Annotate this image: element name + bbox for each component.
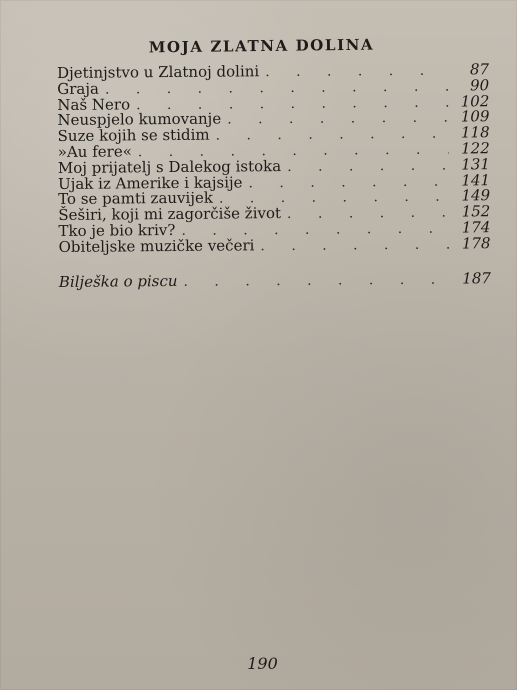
dot-leader <box>227 111 449 129</box>
dot-leader <box>260 237 450 254</box>
toc-entry-page: 102 <box>460 91 490 111</box>
toc-entry-page: 87 <box>469 60 490 79</box>
toc-entry-title: »Au fere« <box>57 142 132 161</box>
toc-entry <box>58 233 491 256</box>
toc-entry-page: 149 <box>461 186 491 205</box>
toc-entry-page: 109 <box>460 107 490 126</box>
toc-entry-title: Neuspjelo kumovanje <box>57 109 222 130</box>
appendix-title: Bilješka o piscu <box>58 271 178 291</box>
toc-entry-page: 174 <box>461 218 491 237</box>
table-of-contents <box>57 62 491 290</box>
toc-entry-page: 141 <box>461 170 491 190</box>
toc-entry-page: 152 <box>461 202 491 221</box>
page-number: 190 <box>247 654 278 673</box>
toc-entry-page: 131 <box>461 155 490 174</box>
toc-entry-title: To se pamti zauvijek <box>58 189 213 209</box>
toc-entry-title: Ujak iz Amerike i kajsije <box>57 172 243 193</box>
appendix-page: 187 <box>462 268 491 288</box>
toc-entry-page: 122 <box>461 139 490 158</box>
appendix-entry <box>58 268 491 291</box>
toc-entry-title: Tko je bio kriv? <box>58 220 176 240</box>
dot-leader <box>265 64 449 81</box>
toc-entry-page: 118 <box>460 123 490 142</box>
toc-entry-title: Djetinjstvo u Zlatnoj dolini <box>56 62 260 82</box>
toc-entry-page: 90 <box>470 76 490 95</box>
toc-entry-page: 178 <box>461 233 491 253</box>
section-title: MOJA ZLATNA DOLINA <box>148 35 375 57</box>
toc-entry-title: Obiteljske muzičke večeri <box>58 236 255 256</box>
toc-entry-title: Šeširi, koji mi zagorčiše život <box>58 204 282 225</box>
dot-leader <box>287 206 450 223</box>
dot-leader <box>248 174 449 192</box>
toc-entry-title: Naš Nero <box>57 94 131 114</box>
toc-entry-title: Suze kojih se stidim <box>57 125 210 146</box>
toc-entry-title: Moj prijatelj s Dalekog istoka <box>57 156 282 177</box>
dot-leader <box>183 272 450 290</box>
dot-leader <box>287 158 449 175</box>
toc-entry-title: Graja <box>57 79 99 98</box>
